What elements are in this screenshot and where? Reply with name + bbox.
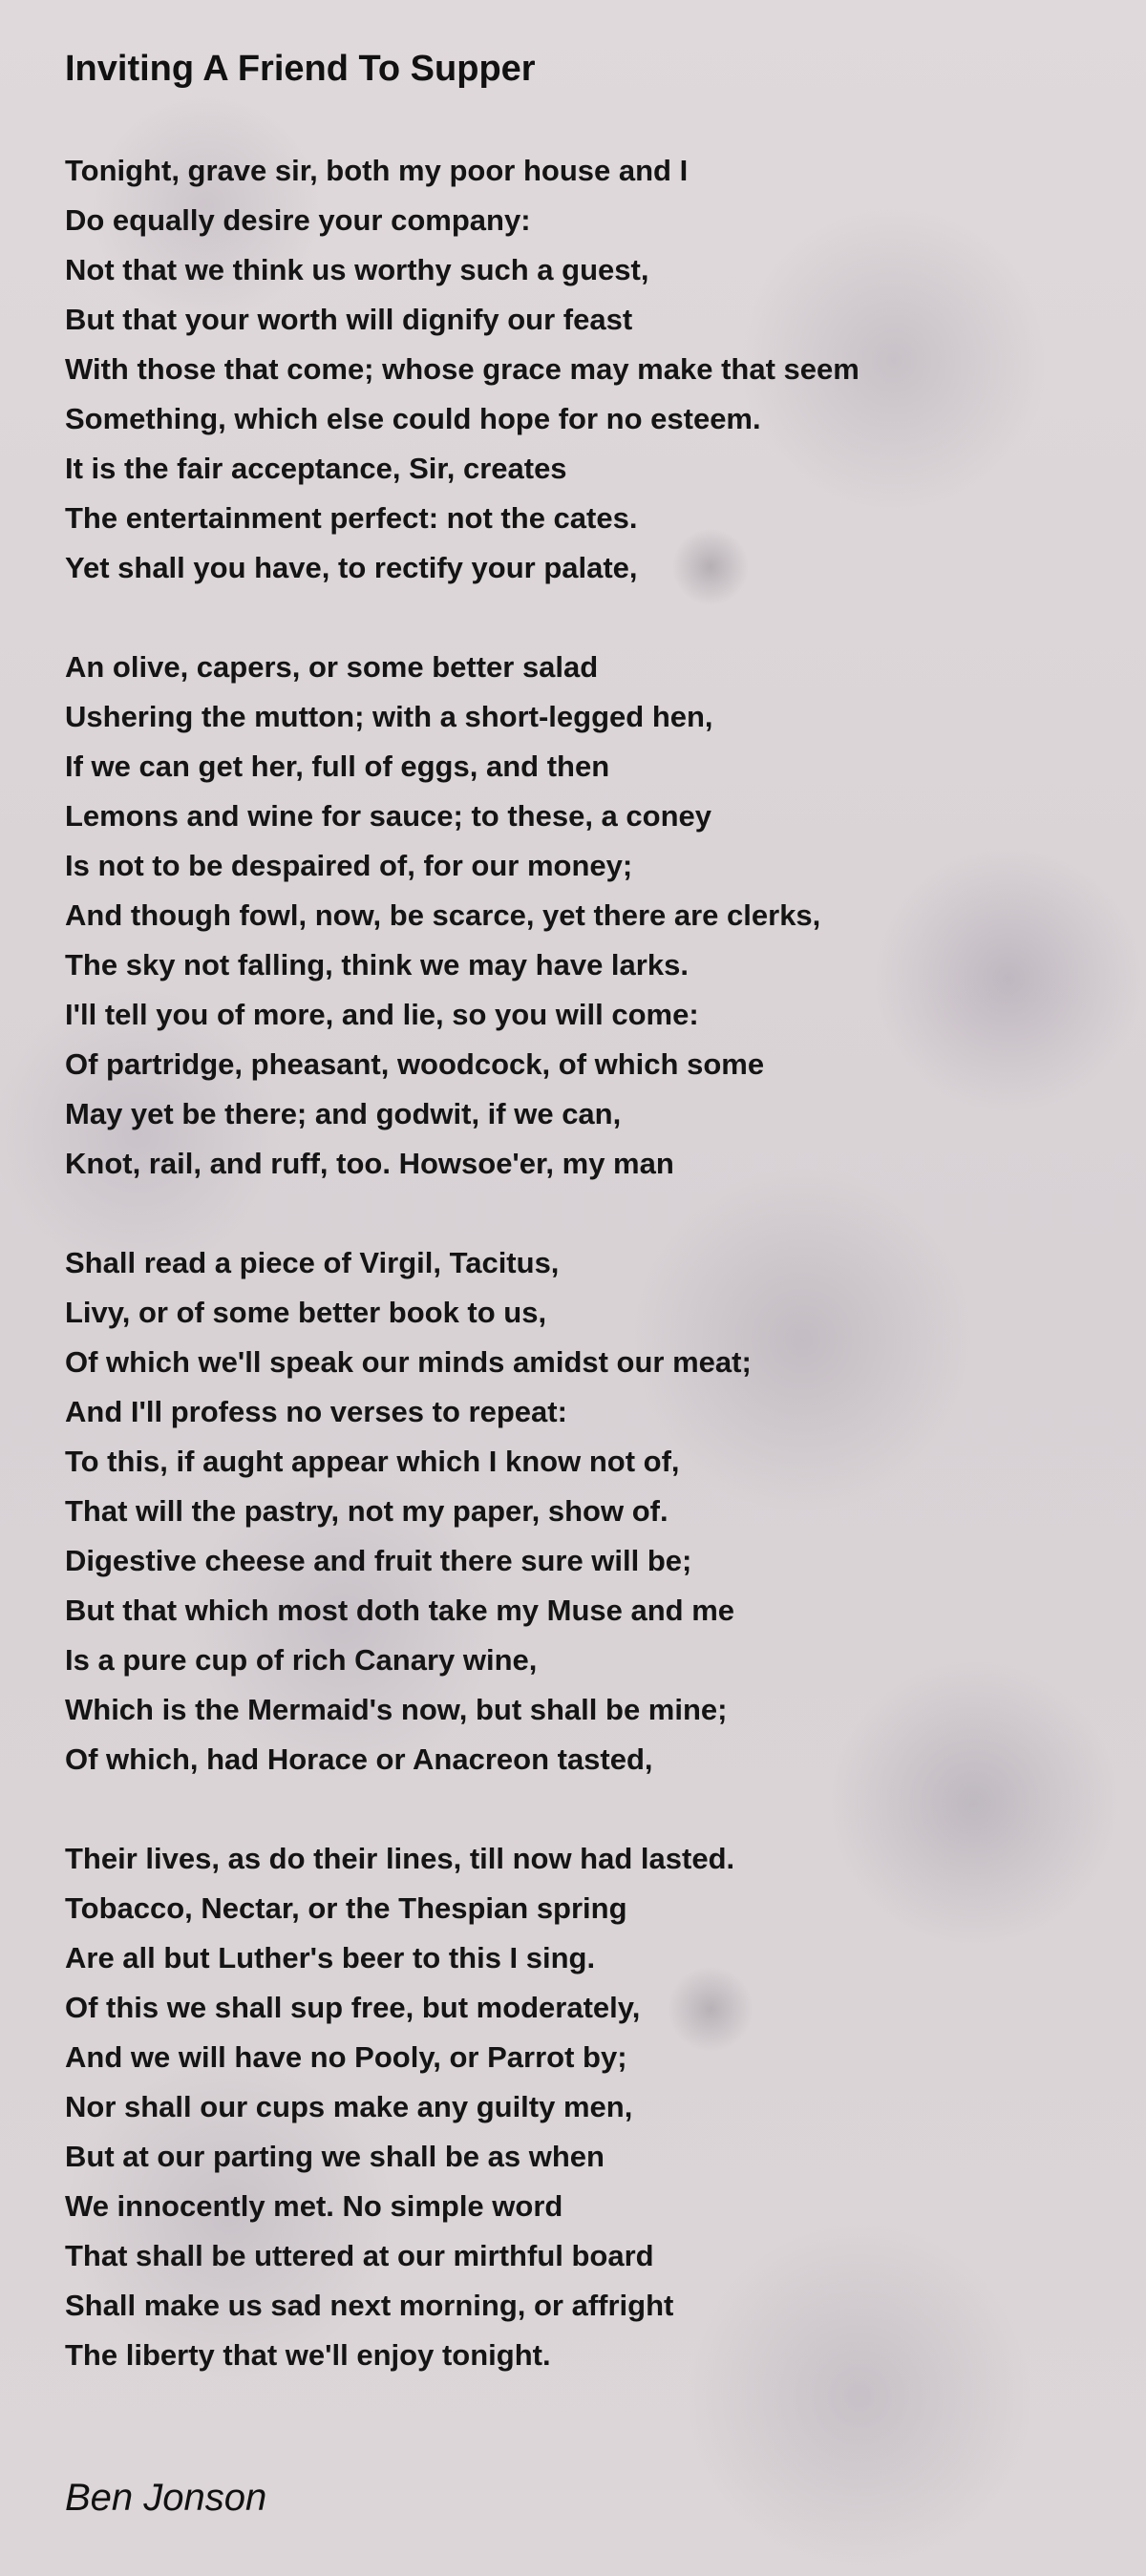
poem-line: And though fowl, now, be scarce, yet there are clerks, [65,898,821,932]
poem-line: But at our parting we shall be as when [65,2140,605,2173]
poem-line: Which is the Mermaid's now, but shall be mine; [65,1693,728,1726]
poem-line: Digestive cheese and fruit there sure will be; [65,1544,692,1577]
poem-line: With those that come; whose grace may make that seem [65,352,860,386]
author-signature: Ben Jonson [65,2477,267,2519]
poem-line: Shall make us sad next morning, or affright [65,2289,674,2322]
poem-line: Of which, had Horace or Anacreon tasted, [65,1742,653,1776]
poem-line: The sky not falling, think we may have larks. [65,948,689,982]
poem-line: We innocently met. No simple word [65,2189,563,2223]
poem-line: To this, if aught appear which I know not of, [65,1445,680,1478]
stanza-2 [65,643,1115,1189]
poem-line: Livy, or of some better book to us, [65,1296,547,1329]
poem-line: That will the pastry, not my paper, show of. [65,1494,668,1528]
stanza-4 [65,1834,1115,2380]
poem-line: Is a pure cup of rich Canary wine, [65,1643,538,1677]
poem-line: It is the fair acceptance, Sir, creates [65,452,567,485]
poem-line: And I'll profess no verses to repeat: [65,1395,567,1428]
poem-line: But that which most doth take my Muse and me [65,1594,735,1627]
poem-line: Lemons and wine for sauce; to these, a coney [65,799,712,833]
poem-line: Ushering the mutton; with a short-legged hen, [65,700,713,733]
poem-line: Are all but Luther's beer to this I sing. [65,1941,596,1974]
stanza-1 [65,146,1115,593]
poem-line: Tonight, grave sir, both my poor house and I [65,154,689,187]
poem-line: Yet shall you have, to rectify your palate, [65,551,638,584]
poem-line: Something, which else could hope for no esteem. [65,402,761,435]
poem-line: Their lives, as do their lines, till now had lasted. [65,1842,735,1875]
poem-line: I'll tell you of more, and lie, so you will come: [65,998,699,1031]
poem-line: Nor shall our cups make any guilty men, [65,2090,633,2123]
poem-line: But that your worth will dignify our feast [65,303,633,336]
poem-line: And we will have no Pooly, or Parrot by; [65,2040,627,2074]
poem-line: Of partridge, pheasant, woodcock, of which some [65,1047,765,1081]
poem-line: Not that we think us worthy such a guest, [65,253,649,286]
poem-line: Do equally desire your company: [65,203,531,237]
poem-line: Tobacco, Nectar, or the Thespian spring [65,1891,627,1925]
poem-line: Of which we'll speak our minds amidst our meat; [65,1345,752,1379]
poem-line: An olive, capers, or some better salad [65,650,599,684]
poem-line: If we can get her, full of eggs, and then [65,750,610,783]
poem-line: Of this we shall sup free, but moderately, [65,1991,641,2024]
poem-line: Is not to be despaired of, for our money; [65,849,633,882]
poem-line: The entertainment perfect: not the cates. [65,501,638,535]
poem-line: Shall read a piece of Virgil, Tacitus, [65,1246,560,1279]
poem-line: May yet be there; and godwit, if we can, [65,1097,622,1130]
stanza-3 [65,1238,1115,1784]
poem-line: Knot, rail, and ruff, too. Howsoe'er, my man [65,1147,674,1180]
poem-line: The liberty that we'll enjoy tonight. [65,2338,551,2372]
poem-title: Inviting A Friend To Supper [65,49,536,89]
poem-body [65,146,1115,2430]
poem-line: That shall be uttered at our mirthful board [65,2239,654,2272]
